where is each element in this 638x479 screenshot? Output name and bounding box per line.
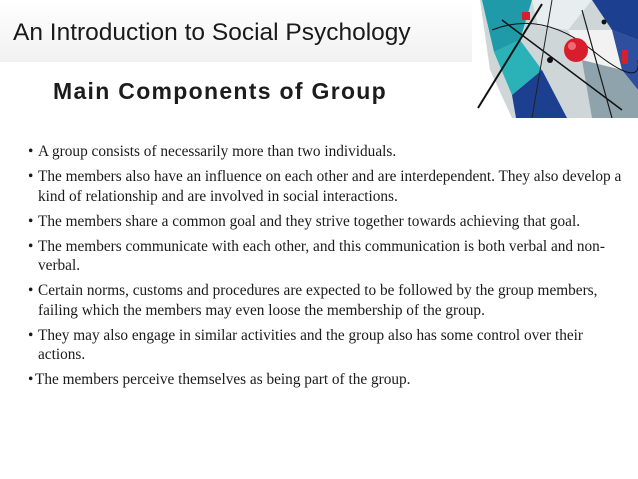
bullet-text: The members communicate with each other, and this communication is both verbal and non-verbal. xyxy=(38,237,605,274)
bullet-icon: • xyxy=(28,143,34,160)
bullet-icon: • xyxy=(28,168,34,185)
bullet-text: The members share a common goal and they strive together towards achieving that goal. xyxy=(38,212,581,230)
list-item xyxy=(28,212,624,232)
bullet-text: Certain norms, customs and procedures are expected to be followed by the group members, failing which the members may even loose the membership of the group. xyxy=(38,282,598,319)
list-item xyxy=(28,281,624,320)
bullet-icon: • xyxy=(28,326,34,344)
bullet-icon: • xyxy=(28,212,34,230)
bullet-text: They may also engage in similar activities and the group also has some control over their actions. xyxy=(38,326,584,363)
bullet-text: The members perceive themselves as being part of the group. xyxy=(35,371,411,388)
list-item xyxy=(28,167,624,206)
slide-heading: Main Components of Group xyxy=(53,78,388,104)
list-item xyxy=(28,142,624,162)
bullet-text: A group consists of necessarily more than two individuals. xyxy=(38,143,397,160)
list-item xyxy=(28,237,624,276)
bullet-icon: • xyxy=(28,282,34,299)
list-item xyxy=(28,326,624,365)
course-title: An Introduction to Social Psychology xyxy=(13,19,411,46)
bullet-text: The members also have an influence on each other and are interdependent. They also develop a kind of relationship and are involved in social interactions. xyxy=(38,168,622,205)
bullet-icon: • xyxy=(28,237,34,255)
abstract-collage-image xyxy=(472,0,638,118)
bullet-list xyxy=(28,142,624,395)
bullet-icon: • xyxy=(28,371,34,388)
list-item xyxy=(28,370,624,390)
